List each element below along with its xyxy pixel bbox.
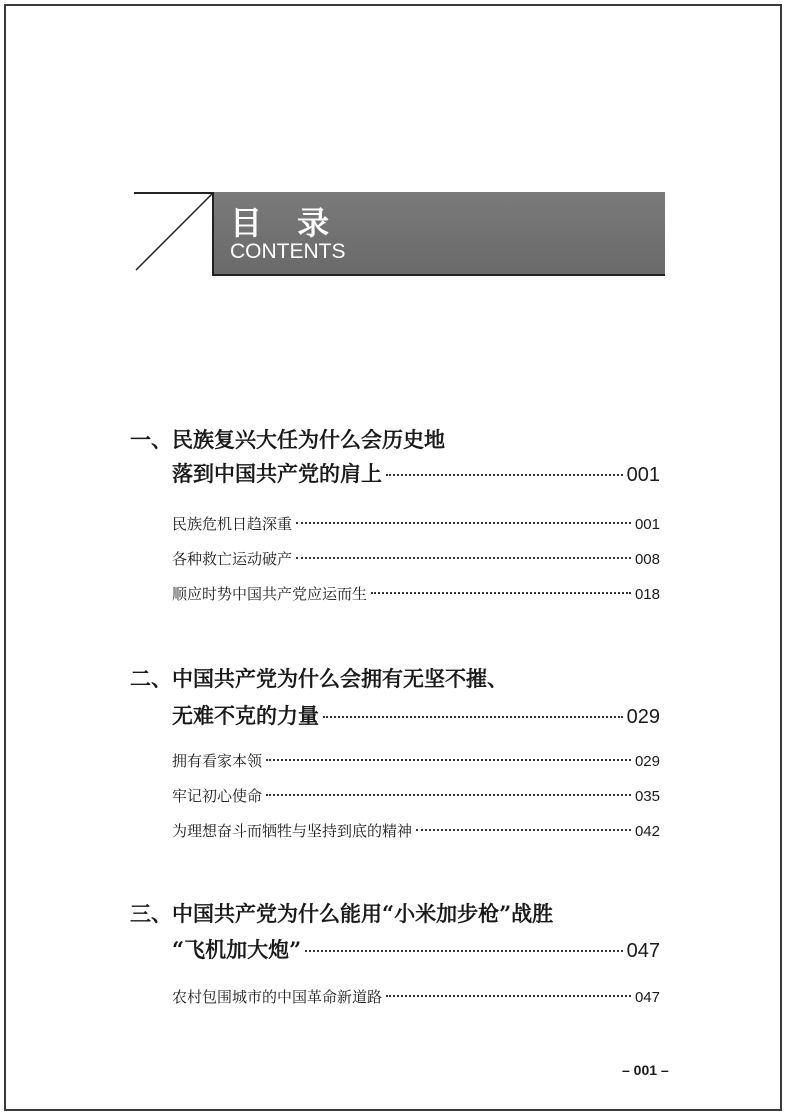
- contents-header: [212, 192, 665, 276]
- contents-title: 目 录: [230, 204, 342, 242]
- header-diagonal-line: [134, 192, 214, 272]
- toc-entry[interactable]: [172, 986, 660, 1007]
- section-title: 各种救亡运动破产: [172, 550, 293, 568]
- toc-entry[interactable]: [172, 750, 660, 771]
- toc-entry[interactable]: [172, 548, 660, 569]
- dot-leader: [371, 592, 631, 594]
- section-title: 农村包围城市的中国革命新道路: [172, 988, 383, 1006]
- chapter-3-title-line1[interactable]: 三、中国共产党为什么能用“小米加步枪”战胜: [130, 901, 554, 926]
- section-page: 035: [634, 788, 660, 805]
- section-page: 008: [634, 551, 660, 568]
- section-page: 001: [634, 516, 660, 533]
- page-number: – 001 –: [622, 1062, 669, 1078]
- chapter-2-entry[interactable]: [172, 700, 660, 730]
- chapter-2-title-line1[interactable]: 二、中国共产党为什么会拥有无坚不摧、: [130, 666, 508, 691]
- chapter-2-page: 029: [626, 706, 660, 728]
- section-title: 牢记初心使命: [172, 787, 263, 805]
- dot-leader: [323, 716, 623, 718]
- toc-entry[interactable]: [172, 820, 660, 841]
- chapter-1-title-line1[interactable]: 一、民族复兴大任为什么会历史地: [130, 427, 445, 452]
- section-title: 为理想奋斗而牺牲与坚持到底的精神: [172, 822, 413, 840]
- section-title: 拥有看家本领: [172, 752, 263, 770]
- chapter-1-page: 001: [626, 464, 660, 486]
- dot-leader: [386, 995, 631, 997]
- chapter-3-entry[interactable]: [172, 934, 660, 964]
- section-page: 042: [634, 823, 660, 840]
- chapter-3-page: 047: [626, 940, 660, 962]
- chapter-1-title-line2: 落到中国共产党的肩上: [172, 461, 382, 486]
- dot-leader: [266, 794, 631, 796]
- dot-leader: [296, 522, 631, 524]
- toc-entry[interactable]: [172, 513, 660, 534]
- section-page: 047: [634, 989, 660, 1006]
- section-title: 民族危机日趋深重: [172, 515, 293, 533]
- dot-leader: [416, 829, 631, 831]
- dot-leader: [386, 474, 623, 476]
- dot-leader: [296, 557, 631, 559]
- dot-leader: [305, 950, 622, 952]
- section-page: 029: [634, 753, 660, 770]
- chapter-1-entry[interactable]: [172, 458, 660, 488]
- dot-leader: [266, 759, 631, 761]
- contents-subtitle: CONTENTS: [230, 240, 346, 263]
- section-title: 顺应时势中国共产党应运而生: [172, 585, 368, 603]
- section-page: 018: [634, 586, 660, 603]
- chapter-3-title-line2: “飞机加大炮”: [172, 937, 302, 962]
- toc-entry[interactable]: [172, 785, 660, 806]
- chapter-2-title-line2: 无难不克的力量: [172, 703, 319, 728]
- toc-entry[interactable]: [172, 583, 660, 604]
